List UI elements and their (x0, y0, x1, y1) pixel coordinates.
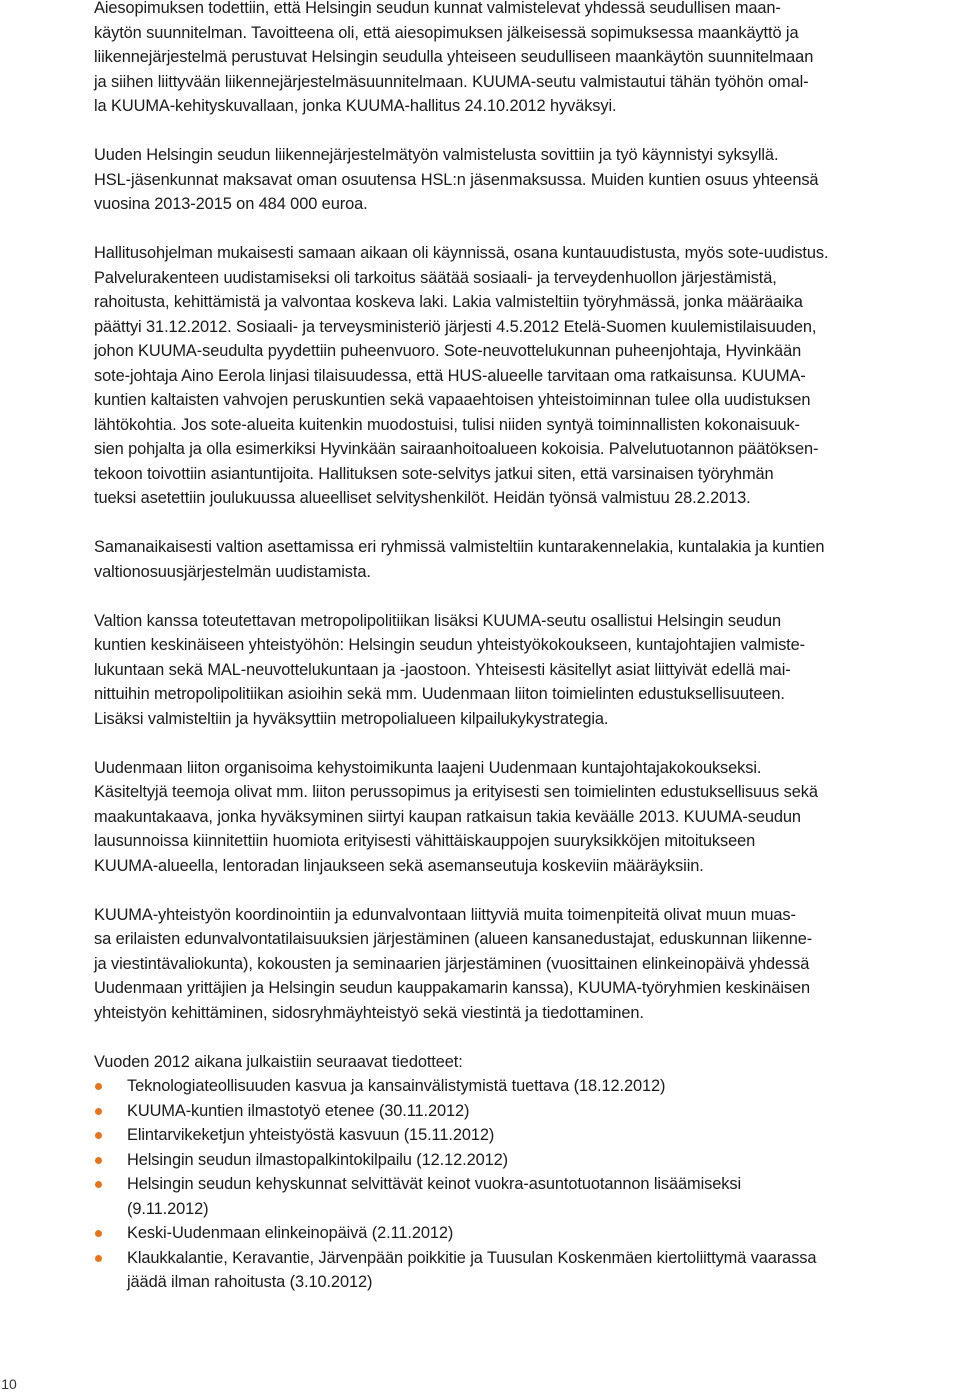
list-item-text: jäädä ilman rahoitusta (3.10.2012) (127, 1273, 373, 1291)
text-line: ja viestintävaliokunta), kokousten ja seminaarien järjestäminen (vuosittainen elinkeinopäivä yhdessä (94, 954, 810, 973)
text-line: tekoon toivottiin asiantuntijoita. Hallituksen sote-selvitys jatkui siten, että varsinaisen työryhmän (94, 464, 774, 483)
paragraph-1 (94, 0, 956, 119)
text-line: yhteistyön kehittäminen, sidosryhmäyhteistyö sekä viestintä ja tiedottaminen. (94, 1003, 644, 1022)
text-line: HSL-jäsenkunnat maksavat oman osuutensa HSL:n jäsenmaksussa. Muiden kuntien osuus yhteensä (94, 170, 819, 189)
paragraph-gap (94, 1025, 956, 1050)
text-line: lukuntaan sekä MAL-neuvottelukuntaan ja -jaostoon. Yhteisesti käsitellyt asiat liittyivät edellä mai- (94, 660, 791, 679)
paragraph-3 (94, 241, 956, 511)
text-line: vuosina 2013-2015 on 484 000 euroa. (94, 195, 368, 213)
text-line: Käsiteltyjä teemoja olivat mm. liiton perussopimus ja erityisesti sen toimielinten edustuksellisuus sekä (94, 783, 818, 801)
bullet-icon (95, 1255, 102, 1262)
list-item (94, 1246, 956, 1295)
text-line: Valtion kanssa toteutettavan metropolipolitiikan lisäksi KUUMA-seutu osallistui Helsingin seudun (94, 611, 782, 630)
text-line: Palvelurakenteen uudistamiseksi oli tarkoitus säätää sosiaali- ja terveydenhuollon järjestämistä, (94, 268, 777, 287)
text-line: nittuihin metropolipolitiikan asioihin sekä mm. Uudenmaan liiton toimielinten edustuksellisuuteen. (94, 685, 785, 703)
text-line: tueksi asetettiin joulukuussa alueelliset selvityshenkilöt. Heidän työnsä valmistuu 28.2.2013. (94, 489, 751, 507)
list-item (94, 1221, 956, 1246)
list-item-text: Klaukkalantie, Keravantie, Järvenpään poikkitie ja Tuusulan Koskenmäen kiertoliittymä vaarassa (127, 1248, 817, 1267)
paragraph-gap (94, 217, 956, 242)
paragraph-gap (94, 878, 956, 903)
bullet-icon (95, 1157, 102, 1164)
text-line: KUUMA-alueella, lentoradan linjaukseen sekä asemanseutuja koskeviin määräyksiin. (94, 856, 704, 875)
text-line: KUUMA-yhteistyön koordinointiin ja edunvalvontaan liittyviä muita toimenpiteitä olivat muun muas- (94, 905, 796, 924)
list-item-text: (9.11.2012) (127, 1199, 209, 1218)
text-line: Uudenmaan liiton organisoima kehystoimikunta laajeni Uudenmaan kuntajohtajakokoukseksi. (94, 758, 762, 777)
text-line: Aiesopimuksen todettiin, että Helsingin seudun kunnat valmistelevat yhdessä seudullisen maan- (94, 0, 781, 17)
paragraph-gap (94, 731, 956, 756)
paragraph-2 (94, 143, 956, 217)
bullet-icon (95, 1132, 102, 1139)
text-line: johon KUUMA-seudulta pyydettiin puheenvuoro. Sote-neuvottelukunnan puheenjohtaja, Hyvinkään (94, 342, 802, 360)
text-line: Samanaikaisesti valtion asettamissa eri ryhmissä valmisteltiin kuntarakennelakia, kuntalakia ja kuntien (94, 538, 825, 556)
bullet-icon (95, 1083, 102, 1090)
text-line: ja siihen liittyvään liikennejärjestelmäsuunnitelmaan. KUUMA-seutu valmistautui tähän työhön omal- (94, 72, 809, 91)
text-line: valtionosuusjärjestelmän uudistamista. (94, 562, 371, 581)
press-release-list (94, 1074, 956, 1295)
text-line: sote-johtaja Aino Eerola linjasi tilaisuudessa, että HUS-alueelle tarvitaan oma ratkaisunsa. KUUMA- (94, 366, 806, 385)
text-line: Vuoden 2012 aikana julkaistiin seuraavat tiedotteet: (94, 1052, 463, 1071)
text-line: rahoitusta, kehittämistä ja valvontaa koskeva laki. Lakia valmisteltiin työryhmässä, jonka määräaika (94, 293, 803, 311)
text-line: Uudenmaan yrittäjien ja Helsingin seudun kauppakamarin kanssa), KUUMA-työryhmien keskinäisen (94, 979, 810, 997)
bullet-icon (95, 1108, 102, 1115)
text-line: la KUUMA-kehityskuvallaan, jonka KUUMA-hallitus 24.10.2012 hyväksyi. (94, 97, 617, 115)
page-number: 10 (1, 1376, 17, 1392)
text-line: Lisäksi valmisteltiin ja hyväksyttiin metropolialueen kilpailukykystrategia. (94, 709, 609, 728)
list-item (94, 1123, 956, 1148)
list-item-text: KUUMA-kuntien ilmastotyö etenee (30.11.2012) (127, 1101, 470, 1120)
paragraph-6 (94, 756, 956, 879)
text-line: Hallitusohjelman mukaisesti samaan aikaan oli käynnissä, osana kuntauudistusta, myös sote-uudistus. (94, 244, 829, 262)
bullet-icon (95, 1181, 102, 1188)
text-line: kuntien keskinäiseen yhteistyöhön: Helsingin seudun yhteistyökokoukseen, kuntajohtajien valmiste- (94, 636, 806, 654)
paragraph-7 (94, 903, 956, 1026)
list-item (94, 1172, 956, 1221)
text-line: lähtökohtia. Jos sote-alueita kuitenkin muodostuisi, tulisi niiden syntyä toiminnallisten kokonaisuuk- (94, 415, 800, 434)
list-item-text: Teknologiateollisuuden kasvua ja kansainvälistymistä tuettava (18.12.2012) (127, 1077, 666, 1095)
text-line: lausunnoissa kiinnitettiin huomiota erityisesti vähittäiskauppojen suuryksikköjen mitoitukseen (94, 832, 756, 850)
list-item-text: Keski-Uudenmaan elinkeinopäivä (2.11.2012) (127, 1224, 454, 1242)
text-line: maakuntakaava, jonka hyväksyminen siirtyi kaupan ratkaisun takia keväälle 2013. KUUMA-seudun (94, 807, 801, 826)
paragraph-gap (94, 119, 956, 144)
list-item (94, 1074, 956, 1099)
paragraph-gap (94, 511, 956, 536)
list-item-text: Helsingin seudun kehyskunnat selvittävät keinot vuokra-asuntotuotannon lisäämiseksi (127, 1175, 741, 1193)
paragraph-5 (94, 609, 956, 732)
paragraph-4 (94, 535, 956, 584)
list-item (94, 1099, 956, 1124)
text-line: liikennejärjestelmä perustuvat Helsingin seudulla yhteiseen seudulliseen maankäytön suunnitelmaan (94, 48, 814, 66)
text-line: päättyi 31.12.2012. Sosiaali- ja terveysministeriö järjesti 4.5.2012 Etelä-Suomen kuulemistilaisuuden, (94, 317, 817, 336)
bullet-icon (95, 1230, 102, 1237)
text-line: kuntien kaltaisten vahvojen peruskuntien sekä vapaaehtoisen yhteistoiminnan tulee olla uudistuksen (94, 391, 811, 409)
text-line: sien pohjalta ja olla esimerkiksi Hyvinkään sairaanhoitoalueen kokoisia. Palvelutuotannon päätöksen- (94, 440, 819, 458)
press-release-intro (94, 1050, 956, 1075)
text-line: sa erilaisten edunvalvontatilaisuuksien järjestäminen (alueen kansanedustajat, eduskunnan liikenne- (94, 930, 813, 948)
list-item-text: Helsingin seudun ilmastopalkintokilpailu (12.12.2012) (127, 1150, 509, 1169)
list-item (94, 1148, 956, 1173)
text-line: Uuden Helsingin seudun liikennejärjestelmätyön valmistelusta sovittiin ja työ käynnistyi syksyllä. (94, 146, 779, 164)
paragraph-gap (94, 584, 956, 609)
document-body (94, 0, 956, 1295)
list-item-text: Elintarvikeketjun yhteistyöstä kasvuun (15.11.2012) (127, 1126, 495, 1144)
text-line: käytön suunnitelman. Tavoitteena oli, että aiesopimuksen jälkeisessä sopimuksessa maankäyttö ja (94, 23, 799, 42)
